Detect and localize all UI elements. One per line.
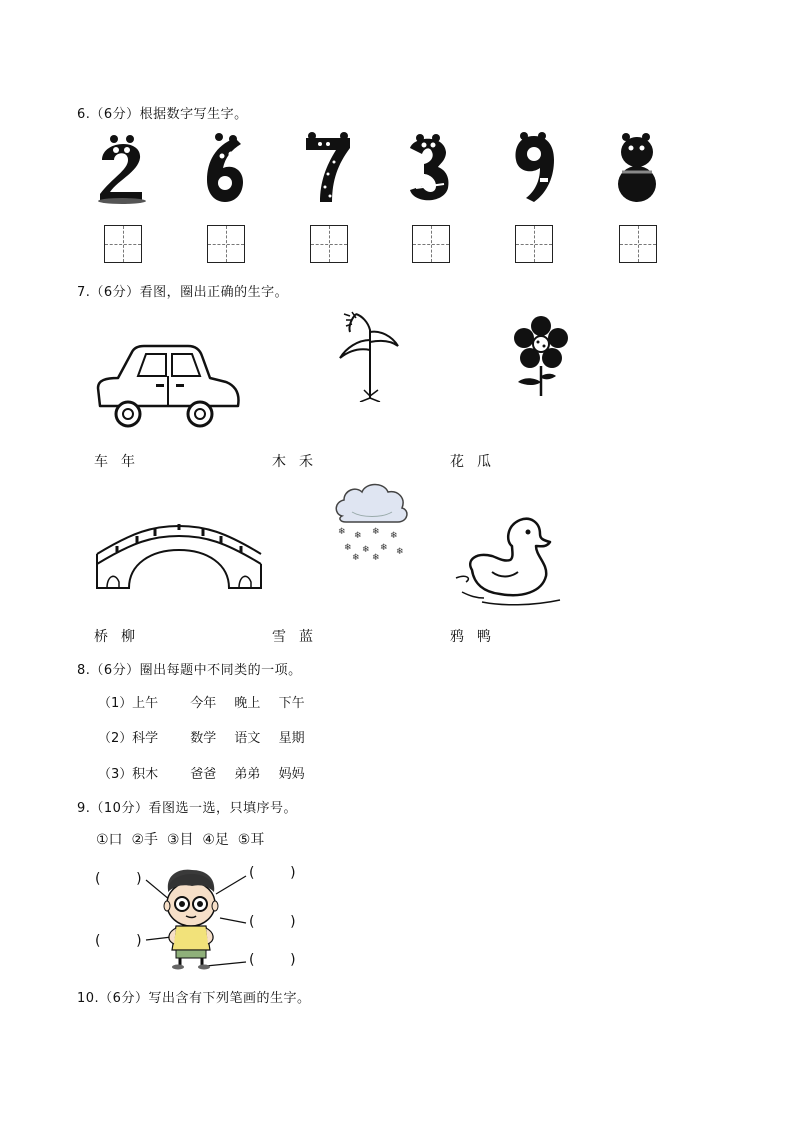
q7-pair5-choice-a[interactable]: 雪 [272,629,286,645]
snow-cloud-icon [332,480,412,562]
q7-pair2-choice-b[interactable]: 禾 [299,454,313,470]
q9-blank-right-2[interactable]: ( ) [249,914,296,930]
digit-9-icon [504,132,564,204]
svg-text:❄: ❄ [352,553,360,562]
svg-text:❄: ❄ [362,545,370,555]
q8-item[interactable]: 今年 [190,696,217,711]
digit-6-icon [195,132,255,204]
q7-pair5-choice-b[interactable]: 蓝 [299,629,313,645]
car-icon [92,340,244,432]
q8-item[interactable]: 爸爸 [190,767,217,782]
q10-title: 10.（6分）写出含有下列笔画的生字。 [77,991,311,1006]
digit-7-icon [298,132,358,204]
svg-text:❄: ❄ [380,543,388,553]
q8-item[interactable]: 弟弟 [234,767,261,782]
q7-pair6-choice-a[interactable]: 鸦 [450,629,464,645]
q8-item[interactable]: 科学 [132,731,159,746]
digit-3-icon [400,132,460,204]
svg-text:❄: ❄ [372,553,380,562]
duck-icon [452,512,564,608]
q8-row-number: （3） [98,767,133,782]
q7-pair2-choice-a[interactable]: 木 [272,454,286,470]
q8-row-2 [98,727,305,746]
q9-blank-right-3[interactable]: ( ) [249,952,296,968]
q7-pair6-choice-b[interactable]: 鸭 [477,629,491,645]
q7-title: 7.（6分）看图，圈出正确的生字。 [77,285,289,300]
tianzige-box-1[interactable] [104,225,142,263]
q6-title: 6.（6分）根据数字写生字。 [77,107,248,122]
svg-text:❄: ❄ [338,527,346,537]
tianzige-box-3[interactable] [310,225,348,263]
svg-text:❄: ❄ [390,531,398,541]
q8-row-number: （2） [98,731,133,746]
q8-item[interactable]: 上午 [132,696,159,711]
q9-blank-left-1[interactable]: ( ) [95,871,142,887]
q9-blank-right-1[interactable]: ( ) [249,865,296,881]
q8-item[interactable]: 晚上 [234,696,261,711]
q8-row-3 [98,763,305,782]
tianzige-box-2[interactable] [207,225,245,263]
q8-title: 8.（6分）圈出每题中不同类的一项。 [77,663,302,678]
q7-pair3-choice-b[interactable]: 瓜 [477,454,491,470]
svg-text:❄: ❄ [372,527,380,537]
flower-icon [510,316,572,398]
q8-item[interactable]: 下午 [278,696,305,711]
q8-row-number: （1） [98,696,133,711]
q7-pair3-choice-a[interactable]: 花 [450,454,464,470]
tianzige-box-5[interactable] [515,225,553,263]
tianzige-box-6[interactable] [619,225,657,263]
q8-item[interactable]: 数学 [190,731,217,746]
bridge-icon [93,512,265,592]
q8-item[interactable]: 星期 [278,731,305,746]
q7-pair4-choice-b[interactable]: 柳 [121,629,135,645]
q7-pair1-choice-a[interactable]: 车 [94,454,108,470]
q8-item[interactable]: 妈妈 [278,767,305,782]
q8-item[interactable]: 积木 [132,767,159,782]
q7-pair1-choice-b[interactable]: 年 [121,454,135,470]
q9-options: ①口 ②手 ③目 ④足 ⑤耳 [96,832,265,848]
q8-row-1 [98,692,305,711]
q7-pair4-choice-a[interactable]: 桥 [94,629,108,645]
digit-2-icon [92,132,152,204]
svg-text:❄: ❄ [354,531,362,541]
svg-text:❄: ❄ [396,547,404,557]
q9-blank-left-2[interactable]: ( ) [95,933,142,949]
svg-text:❄: ❄ [344,543,352,553]
q8-item[interactable]: 语文 [234,731,261,746]
q9-title: 9.（10分）看图选一选，只填序号。 [77,801,297,816]
tianzige-box-4[interactable] [412,225,450,263]
rice-plant-icon [334,310,404,402]
digit-8-icon [608,132,668,204]
